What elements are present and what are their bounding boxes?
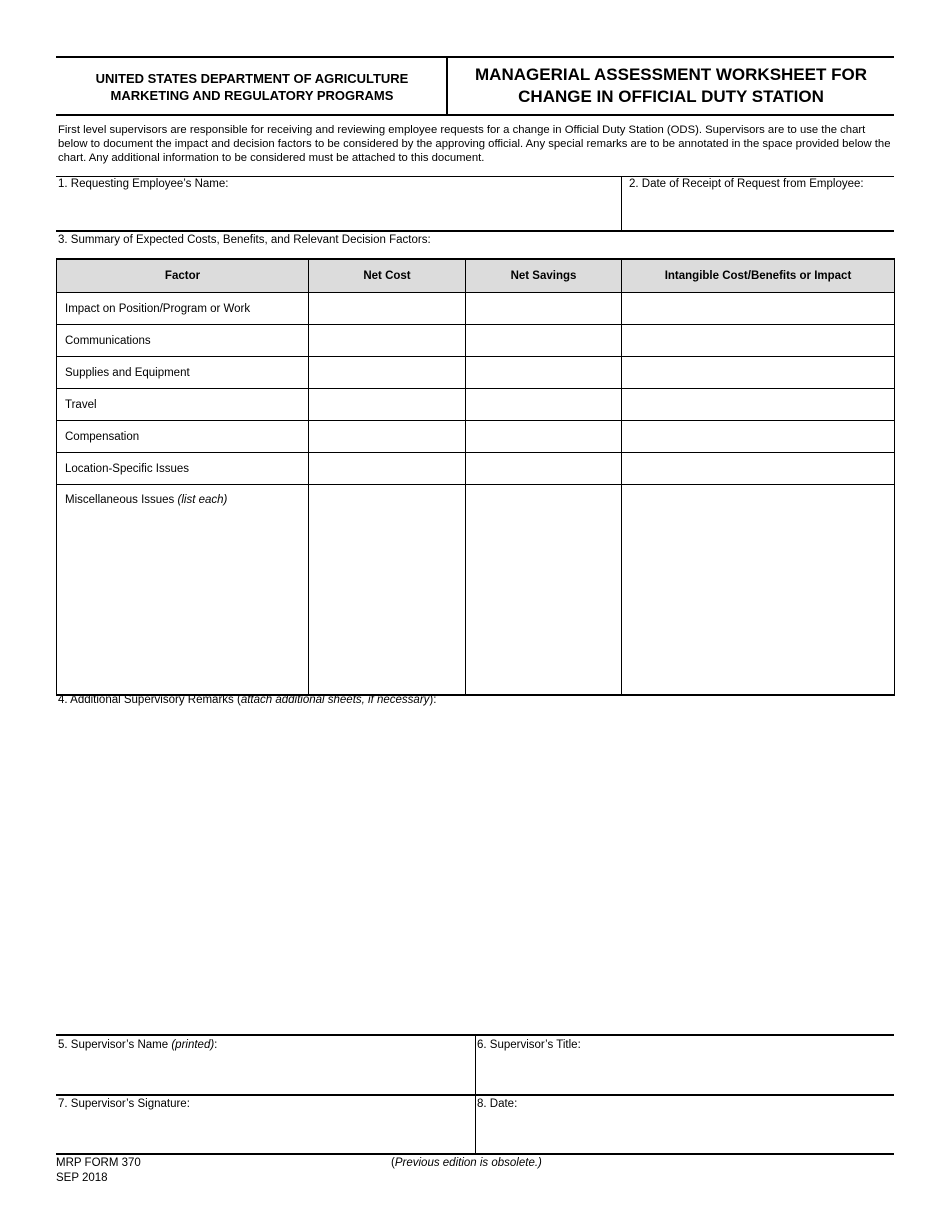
- factor-label: Travel: [57, 389, 309, 421]
- employee-name-field[interactable]: [58, 193, 616, 227]
- date-receipt-field[interactable]: [629, 193, 891, 227]
- section1-bottom-rule: [56, 230, 894, 232]
- net-cost-cell[interactable]: [309, 421, 466, 453]
- net-cost-cell[interactable]: [309, 453, 466, 485]
- factor-label: Communications: [57, 325, 309, 357]
- edition-note: [391, 1156, 542, 1171]
- intangible-cell[interactable]: [622, 325, 895, 357]
- section1-divider: [621, 176, 622, 231]
- column-header-intangible: Intangible Cost/Benefits or Impact: [622, 259, 895, 293]
- net-cost-cell[interactable]: [309, 325, 466, 357]
- signature-middle-rule: [56, 1094, 894, 1096]
- employee-name-label: 1. Requesting Employee’s Name:: [58, 178, 229, 190]
- edition-note-open: (: [391, 1157, 395, 1169]
- supervisor-name-label-suffix: :: [214, 1039, 218, 1051]
- date-label: 8. Date:: [477, 1098, 518, 1110]
- supervisor-signature-field[interactable]: [58, 1113, 470, 1149]
- net-cost-cell[interactable]: [309, 485, 466, 696]
- remarks-label-note: attach additional sheets, if necessary: [240, 694, 430, 706]
- form-id: [56, 1156, 141, 1186]
- intangible-cell[interactable]: [622, 357, 895, 389]
- column-header-factor: Factor: [57, 259, 309, 293]
- supervisor-name-label-note: (printed): [171, 1039, 215, 1051]
- intangible-cell[interactable]: [622, 453, 895, 485]
- header-top-rule: [56, 56, 894, 58]
- remarks-label-suffix: ):: [429, 694, 437, 706]
- net-savings-cell[interactable]: [466, 325, 622, 357]
- form-title: [448, 64, 894, 108]
- factor-label: Compensation: [57, 421, 309, 453]
- column-header-net-cost: Net Cost: [309, 259, 466, 293]
- intangible-cell[interactable]: [622, 389, 895, 421]
- table-row: [57, 453, 895, 485]
- factor-label-misc: [57, 485, 309, 696]
- signature-bottom-rule: [56, 1153, 894, 1155]
- intangible-cell[interactable]: [622, 485, 895, 696]
- table-row-misc: [57, 485, 895, 696]
- edition-note-text: Previous edition is obsolete.): [394, 1157, 542, 1169]
- net-savings-cell[interactable]: [466, 357, 622, 389]
- table-row: [57, 357, 895, 389]
- misc-label-note: (list each): [177, 494, 228, 506]
- supervisor-name-label-prefix: 5. Supervisor’s Name: [58, 1039, 172, 1051]
- net-savings-cell[interactable]: [466, 293, 622, 325]
- remarks-label: [58, 693, 436, 707]
- remarks-field[interactable]: [58, 710, 892, 1028]
- supervisor-title-field[interactable]: [477, 1054, 891, 1090]
- instructions-text: First level supervisors are responsible for receiving and reviewing employee requests for a change in Official Duty Station (ODS). Supervisors are to use the chart below to document the impact and decision factors to be considered by the approving official. Any special remarks are to be annotated in the space provided below the chart. Any additional information to be considered must be attached to this document.: [58, 124, 891, 164]
- agency-block: [57, 70, 447, 104]
- column-header-net-savings: Net Savings: [466, 259, 622, 293]
- intangible-cell[interactable]: [622, 293, 895, 325]
- intangible-cell[interactable]: [622, 421, 895, 453]
- table-row: [57, 325, 895, 357]
- form-date: SEP 2018: [56, 1172, 108, 1184]
- table-row: [57, 293, 895, 325]
- net-savings-cell[interactable]: [466, 421, 622, 453]
- date-receipt-label: 2. Date of Receipt of Request from Employee:: [629, 178, 864, 190]
- form-number: MRP FORM 370: [56, 1157, 141, 1169]
- supervisor-signature-label: 7. Supervisor’s Signature:: [58, 1098, 190, 1110]
- date-field[interactable]: [477, 1113, 891, 1149]
- factor-label: Supplies and Equipment: [57, 357, 309, 389]
- net-savings-cell[interactable]: [466, 453, 622, 485]
- net-cost-cell[interactable]: [309, 357, 466, 389]
- factor-label: Impact on Position/Program or Work: [57, 293, 309, 325]
- summary-label: 3. Summary of Expected Costs, Benefits, and Relevant Decision Factors:: [58, 234, 431, 246]
- net-cost-cell[interactable]: [309, 389, 466, 421]
- form-title-line1: MANAGERIAL ASSESSMENT WORKSHEET FOR: [475, 65, 867, 84]
- net-cost-cell[interactable]: [309, 293, 466, 325]
- supervisor-name-label: [58, 1038, 217, 1052]
- table-row: [57, 421, 895, 453]
- table-header-row: [57, 259, 895, 293]
- remarks-label-prefix: 4. Additional Supervisory Remarks (: [58, 694, 241, 706]
- supervisor-title-label: 6. Supervisor’s Title:: [477, 1039, 581, 1051]
- table-row: [57, 389, 895, 421]
- misc-label: Miscellaneous Issues: [65, 494, 178, 506]
- header-bottom-rule: [56, 114, 894, 116]
- agency-program: MARKETING AND REGULATORY PROGRAMS: [110, 88, 394, 103]
- net-savings-cell[interactable]: [466, 389, 622, 421]
- supervisor-name-field[interactable]: [58, 1054, 470, 1090]
- agency-name: UNITED STATES DEPARTMENT OF AGRICULTURE: [95, 71, 409, 86]
- net-savings-cell[interactable]: [466, 485, 622, 696]
- form-title-line2: CHANGE IN OFFICIAL DUTY STATION: [518, 87, 824, 106]
- factors-table: [56, 258, 895, 696]
- factor-label: Location-Specific Issues: [57, 453, 309, 485]
